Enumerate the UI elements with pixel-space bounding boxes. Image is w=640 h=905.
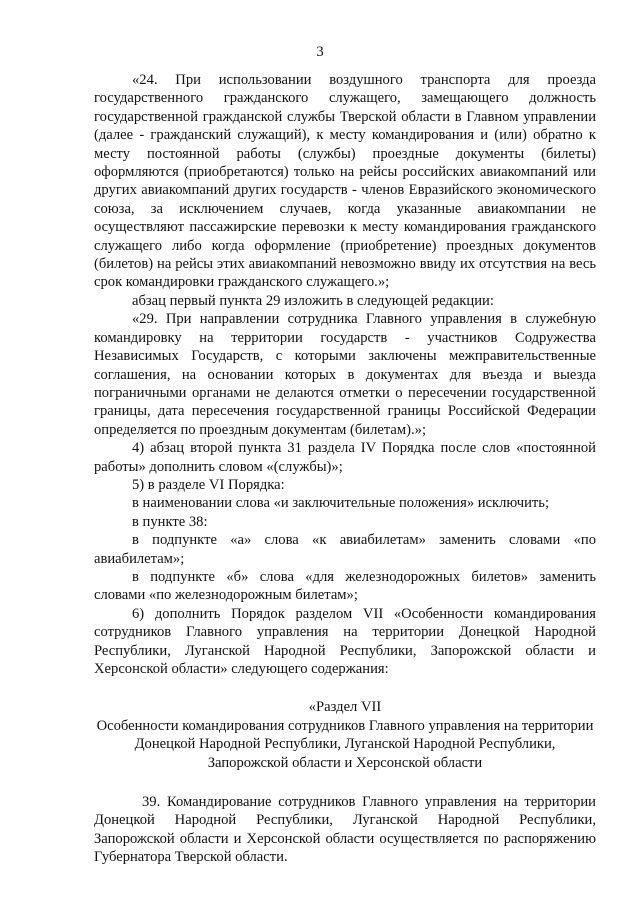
paragraph-point-38: в пункте 38: (132, 513, 208, 530)
paragraph-point-29: «29. При направлении сотрудника Главного управления в служебную командировку на территории государств - участников Содружества Независимых Государств, с которыми заключены межправительственные соглашения, на основании которых в документах для въезда и выезда пограничными органами не делаются отметки о пересечении государственной границы, дата пересечения государственной границы Российской Федерации определяется по проездным документам (билетам).»; (94, 311, 596, 438)
page-number: 3 (316, 44, 324, 60)
section-heading: «Раздел VII (308, 699, 382, 716)
paragraph-subpoint-a: в подпункте «а» слова «к авиабилетам» заменить словами «по авиабилетам»; (94, 532, 596, 567)
paragraph-title-change: в наименовании слова «и заключительные положения» исключить; (132, 495, 550, 512)
paragraph-point-39: 39. Командирование сотрудников Главного управления на территории Донецкой Народной Республики, Луганской Народной Республики, Запорожской области и Херсонской области осуществляется по распоряжению Губернатора Тверской области. (94, 794, 596, 866)
document-body (94, 71, 596, 867)
section-title: Особенности командирования сотрудников Главного управления на территории Донецкой Народной Республики, Луганской Народной Республики, Запорожской области и Херсонской области (96, 717, 594, 771)
section-vii-heading-block (94, 698, 596, 772)
paragraph-point-29-intro: абзац первый пункта 29 изложить в следующей редакции: (132, 292, 494, 309)
paragraph-subpoint-b: в подпункте «б» слова «для железнодорожных билетов» заменить словами «по железнодорожным билетам»; (94, 568, 596, 604)
paragraph-point-24: «24. При использовании воздушного транспорта для проезда государственного гражданского служащего, замещающего должность государственной гражданской службы Тверской области в Главном управлении (далее - гражданский служащий), к месту командирования и (или) обратно к месту постоянной работы (службы) проездные документы (билеты) оформляются (приобретаются) только на рейсы российских авиакомпаний или других авиакомпаний других государств - членов Евразийского экономического союза, за исключением случаев, когда указанные авиакомпании не осуществляют пассажирские перевозки к месту командирования гражданского служащего либо когда оформление (приобретение) проездных документов (билетов) на рейсы этих авиакомпаний невозможно ввиду их отсутствия на весь срок командировки гражданского служащего.»; (94, 72, 596, 291)
paragraph-item-5: 5) в разделе VI Порядка: (132, 476, 285, 493)
paragraph-item-4: 4) абзац второй пункта 31 раздела IV Порядка после слов «постоянной работы» дополнить словом «(службы)»; (94, 440, 596, 475)
paragraph-item-6: 6) дополнить Порядок разделом VII «Особенности командирования сотрудников Главного управления на территории Донецкой Народной Республики, Луганской Народной Республики, Запорожской области и Херсонской области» следующего содержания: (94, 605, 596, 677)
